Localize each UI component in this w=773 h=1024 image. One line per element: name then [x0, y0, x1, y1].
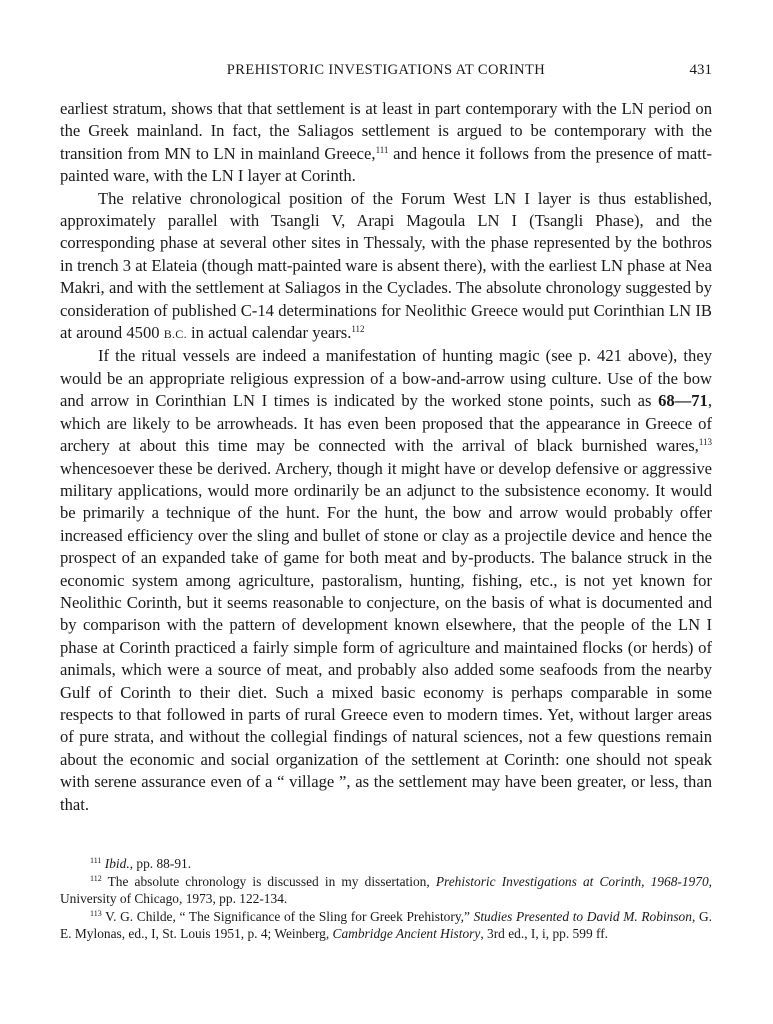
italic-text: Prehistoric Investigations at Corinth, 1968-1970 — [435, 873, 709, 889]
paragraph-3 — [60, 345, 712, 816]
paragraph-1 — [60, 98, 712, 188]
text-run: and hence it follows from the presence of matt-painted ware, with the LN I layer at Corinth. — [60, 143, 712, 186]
italic-text: Ibid. — [104, 856, 130, 871]
footnote-ref: 113 — [698, 437, 712, 448]
footnote-112 — [60, 873, 712, 908]
page-header — [60, 62, 712, 84]
text-run: , pp. 88-91. — [129, 856, 192, 871]
footnote-113 — [60, 908, 712, 943]
footnote-ref: 112 — [351, 324, 365, 335]
paragraph-2 — [60, 188, 712, 346]
footnote-ref: 113 — [90, 908, 102, 918]
text-run: , which are likely to be arrowheads. It has even been proposed that the appearance in Greece of archery at about this time may be connected with the arrival of black burnished wares, — [60, 391, 712, 456]
bold-text: 68—71 — [658, 391, 708, 411]
footnote-ref: 112 — [90, 873, 102, 883]
footnotes — [60, 855, 712, 943]
text-run: in actual calendar years. — [186, 323, 352, 343]
page-number: 431 — [689, 62, 712, 78]
text-run: , G. E. Mylonas, ed., I, St. Louis 1951, p. 4; Weinberg, — [60, 908, 712, 941]
footnote-ref: 111 — [375, 144, 389, 155]
footnote-ref: 111 — [90, 856, 102, 865]
small-caps-text: B.C. — [163, 327, 187, 342]
text-run: earliest stratum, shows that that settlement is at least in part contemporary with the LN period on the Greek mainland. In fact, the Saliagos settlement is argued to be contemporary with the transition from MN to LN in mainland Greece, — [60, 99, 712, 163]
text-run: If the ritual vessels are indeed a manifestation of hunting magic (see p. 421 above), they would be an appropriate religious expression of a bow-and-arrow using culture. Use of the bow and arrow in Corinthian LN I times is indicated by the worked stone points, such as — [60, 346, 712, 411]
italic-text: Studies Presented to David M. Robinson — [473, 908, 692, 924]
text-run: whencesoever these be derived. Archery, though it might have or develop defensive or aggressive military applications, would more ordinarily be an adjunct to the subsistence economy. It would be primarily a technique of the hunt. For the hunt, the bow and arrow would probably offer increased efficiency over the sling and bullet of stone or clay as a projectile device and hence the prospect of an expanded take of game for both meat and by-products. The balance struck in the economic system among agriculture, pastoralism, hunting, fishing, etc., is not yet known for Neolithic Corinth, but it seems reasonable to conjecture, on the basis of what is documented and by comparison with the pattern of development known elsewhere, that the people of the LN I phase at Corinth practiced a fairly simple form of agriculture and maintained flocks (or herds) of animals, which were a source of meat, and probably also added some seafoods from the nearby Gulf of Corinth to their diet. Such a mixed basic economy is perhaps comparable in some respects to that followed in parts of rural Greece even to modern times. Yet, without larger areas of pure strata, and without the collegial findings of natural sciences, not a few questions remain about the economic and social organization of the settlement at Corinth: one should not speak with serene assurance even of a “ village ”, as the settlement may have been greater, or less, than that. — [60, 458, 712, 814]
text-run: , 3rd ed., I, i, pp. 599 ff. — [480, 926, 609, 941]
italic-text: Cambridge Ancient History — [332, 926, 481, 941]
text-run: The absolute chronology is discussed in my dissertation, — [101, 873, 436, 889]
running-title: PREHISTORIC INVESTIGATIONS AT CORINTH — [226, 62, 546, 78]
text-run: , University of Chicago, 1973, pp. 122-134. — [60, 873, 712, 906]
text-run: V. G. Childe, “ The Significance of the Sling for Greek Prehistory,” — [101, 908, 474, 924]
body-text — [60, 98, 712, 816]
footnote-111 — [60, 855, 712, 873]
text-run: The relative chronological position of the Forum West LN I layer is thus established, approximately parallel with Tsangli V, Arapi Magoula LN I (Tsangli Phase), and the corresponding phase at several other sites in Thessaly, with the phase represented by the bothros in trench 3 at Elateia (though matt-painted ware is absent there), with the earliest LN phase at Nea Makri, and with the settlement at Saliagos in the Cyclades. The absolute chronology suggested by consideration of published C-14 determinations for Neolithic Greece would put Corinthian LN IB at around 4500 — [60, 188, 712, 343]
